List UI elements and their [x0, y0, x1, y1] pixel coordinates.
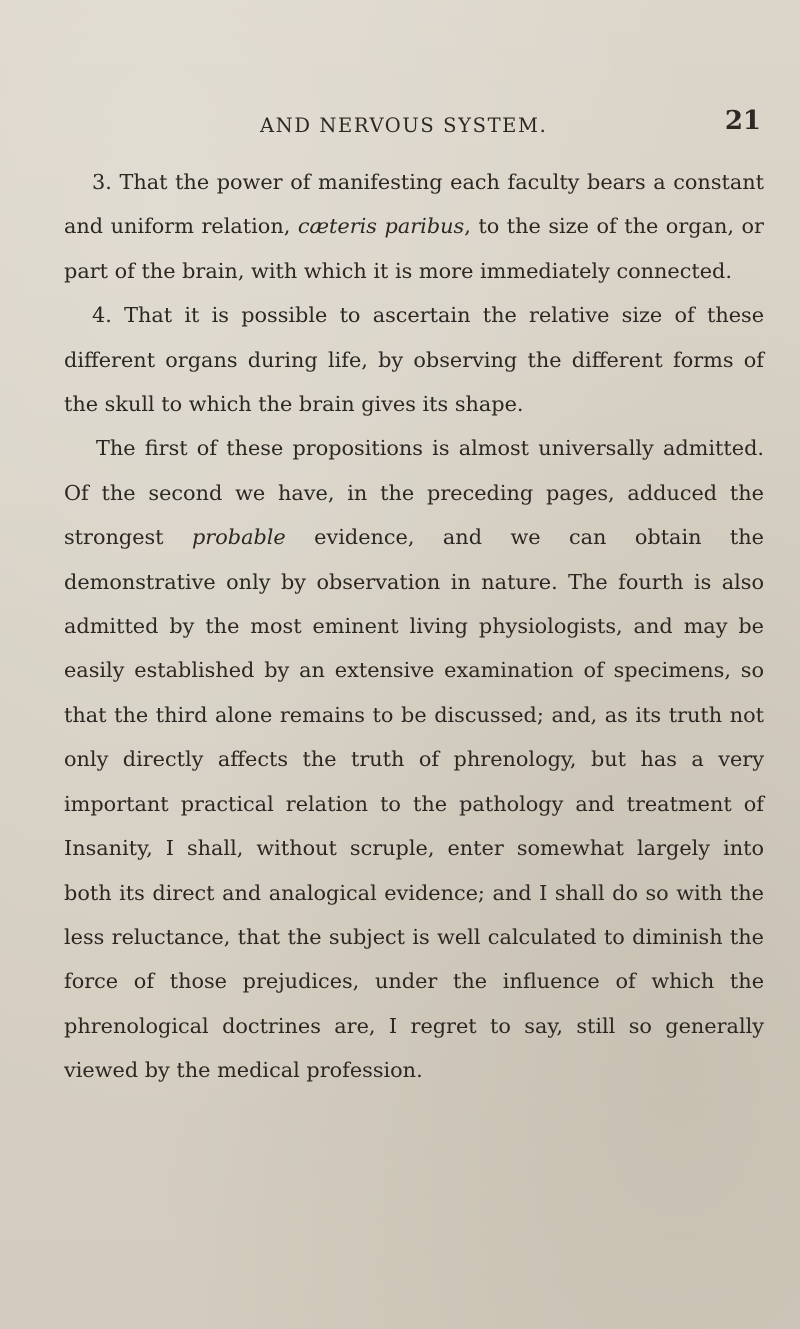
italic-phrase: cæteris paribus: [297, 214, 465, 239]
italic-word: probable: [191, 525, 286, 550]
running-head: [60, 106, 760, 146]
page-number: 21: [724, 106, 761, 136]
paragraph-text: 3. That the power of manifesting each faculty bears a constant and uniform relation,: [64, 170, 764, 239]
paragraph-discussion: [64, 426, 764, 1092]
paragraph-proposition-4: [64, 293, 764, 426]
body-text: [64, 160, 764, 1093]
paragraph-text: , to the size of the organ, or part of the brain, with which it is more immediately connected.: [64, 214, 764, 283]
running-title: AND NERVOUS SYSTEM.: [260, 114, 548, 137]
paragraph-text: evidence, and we can obtain the demonstrative only by observation in nature. The fourth is also admitted by the most eminent living physiologists, and may be easily established by an extensive examination of specimens, so that the third alone remains to be discussed; and, as its truth not only directly affects the truth of phrenology, but has a very important practical relation to the pathology and treatment of Insanity, I shall, without scruple, enter somewhat largely into both its direct and analogical evidence; and I shall do so with the less reluctance, that the subject is well calculated to diminish the force of those prejudices, under the influence of which the phrenological doctrines are, I regret to say, still so generally viewed by the medical profession.: [64, 525, 764, 1083]
paragraph-text: 4. That it is possible to ascertain the relative size of these different organs during life, by observing the different forms of the skull to which the brain gives its shape.: [64, 303, 764, 417]
paragraph-text: The first of these propositions is almost universally admitted. Of the second we have, in the preceding pages, adduced the strongest: [64, 436, 764, 550]
paragraph-proposition-3: [64, 160, 764, 293]
